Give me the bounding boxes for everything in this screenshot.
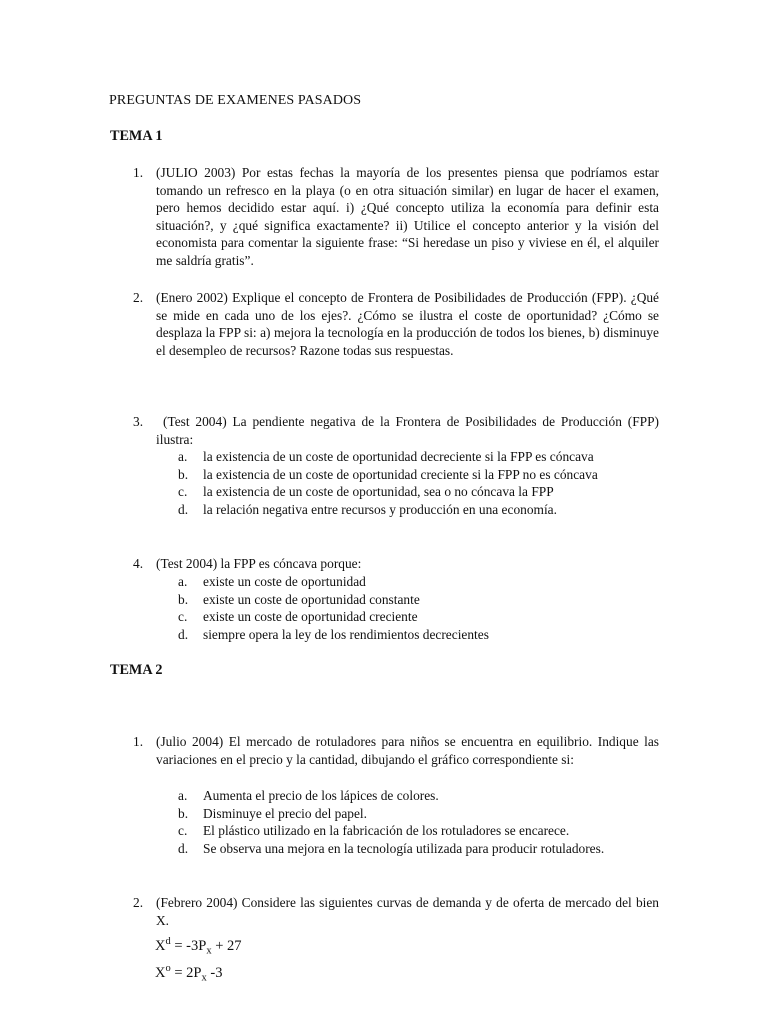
equation-middle: = -3P	[170, 937, 207, 954]
option-text: Se observa una mejora en la tecnología utilizada para producir rotuladores.	[203, 840, 605, 856]
option-text: la existencia de un coste de oportunidad, sea o no cóncava la FPP	[203, 484, 554, 500]
option-item	[178, 822, 659, 840]
option-item	[178, 448, 659, 466]
option-item	[178, 483, 659, 501]
option-item	[178, 626, 659, 644]
question-1-3	[133, 413, 659, 448]
equation-subscript: x	[201, 972, 207, 984]
option-letter: b.	[178, 591, 189, 607]
option-letter: c.	[178, 484, 188, 500]
equation-demand	[155, 933, 242, 960]
question-1-1	[133, 164, 659, 270]
options-list	[178, 787, 659, 857]
document-title: PREGUNTAS DE EXAMENES PASADOS	[109, 93, 362, 108]
equation-subscript: x	[206, 945, 212, 957]
option-item	[178, 573, 659, 591]
option-item	[178, 501, 659, 519]
question-text: (Febrero 2004) Considere las siguientes curvas de demanda y de oferta de mercado del bien X.	[156, 895, 659, 928]
question-number: 3.	[133, 414, 144, 429]
option-text: la existencia de un coste de oportunidad creciente si la FPP no es cóncava	[203, 466, 598, 482]
option-text: existe un coste de oportunidad	[203, 574, 366, 589]
option-letter: b.	[178, 466, 189, 482]
option-letter: d.	[178, 840, 189, 856]
option-letter: a.	[178, 788, 188, 803]
option-letter: a.	[178, 574, 188, 589]
option-text: Disminuye el precio del papel.	[203, 805, 367, 821]
question-text: (Test 2004) la FPP es cóncava porque:	[156, 556, 362, 571]
option-item	[178, 466, 659, 484]
option-letter: c.	[178, 609, 188, 625]
equation-base: X	[155, 937, 166, 954]
option-letter: d.	[178, 626, 189, 642]
options-list	[178, 573, 659, 643]
equation-tail: -3	[206, 964, 223, 981]
question-number: 4.	[133, 556, 144, 571]
option-item	[178, 591, 659, 609]
question-text: (Julio 2004) El mercado de rotuladores para niños se encuentra en equilibrio. Indique las variaciones en el precio y la cantidad, dibujando el gráfico correspondiente si:	[156, 734, 659, 767]
option-item	[178, 787, 659, 805]
option-text: El plástico utilizado en la fabricación de los rotuladores se encarece.	[203, 823, 570, 839]
option-item	[178, 805, 659, 823]
question-text: (Enero 2002) Explique el concepto de Frontera de Posibilidades de Producción (FPP). ¿Qué se mide en cada uno de los ejes?. ¿Cómo se ilustra el coste de oportunidad? ¿Cómo se desplaza la FPP si: a) mejora la tecnología en la producción de todos los bienes, b) disminuye el desempleo de recursos? Razone todas sus respuestas.	[156, 290, 659, 358]
option-text: existe un coste de oportunidad creciente	[203, 609, 418, 625]
question-1-4	[133, 555, 659, 573]
options-list	[178, 448, 659, 518]
question-number: 1.	[133, 734, 144, 749]
option-letter: b.	[178, 805, 189, 821]
question-2-2	[133, 894, 659, 929]
question-number: 2.	[133, 895, 144, 910]
equation-superscript: d	[165, 936, 171, 947]
section-title-tema-1: TEMA 1	[110, 128, 163, 144]
equation-supply	[155, 960, 222, 987]
question-text: (JULIO 2003) Por estas fechas la mayoría de los presentes piensa que podríamos estar tomando un refresco en la playa (o en otra situación similar) en lugar de hacer el examen, pero hemos decidido estar aquí. i) ¿Qué concepto utiliza la economía para definir esta situación?, y ¿qué significa exactamente? ii) Utilice el concepto anterior y la visión del economista para comentar la siguiente frase: “Si heredase un piso y viviese en él, el alquiler me saldría gratis”.	[156, 165, 659, 268]
option-item	[178, 608, 659, 626]
option-text: la relación negativa entre recursos y producción en una economía.	[203, 501, 557, 517]
option-text: la existencia de un coste de oportunidad decreciente si la FPP es cóncava	[203, 449, 594, 464]
equation-tail: + 27	[211, 937, 242, 954]
question-2-1	[133, 733, 659, 768]
option-text: Aumenta el precio de los lápices de colores.	[203, 788, 439, 803]
equation-middle: = 2P	[170, 964, 202, 981]
option-text: existe un coste de oportunidad constante	[203, 591, 420, 607]
question-number: 2.	[133, 290, 144, 305]
question-1-2	[133, 289, 659, 359]
option-letter: a.	[178, 449, 188, 464]
option-item	[178, 840, 659, 858]
equation-base: X	[155, 964, 166, 981]
section-title-tema-2: TEMA 2	[110, 662, 163, 678]
option-letter: d.	[178, 501, 189, 517]
option-text: siempre opera la ley de los rendimientos decrecientes	[203, 626, 489, 642]
option-letter: c.	[178, 823, 188, 839]
question-text: (Test 2004) La pendiente negativa de la Frontera de Posibilidades de Producción (FPP) ilustra:	[156, 414, 659, 447]
equation-superscript: o	[165, 963, 171, 974]
question-number: 1.	[133, 165, 144, 180]
